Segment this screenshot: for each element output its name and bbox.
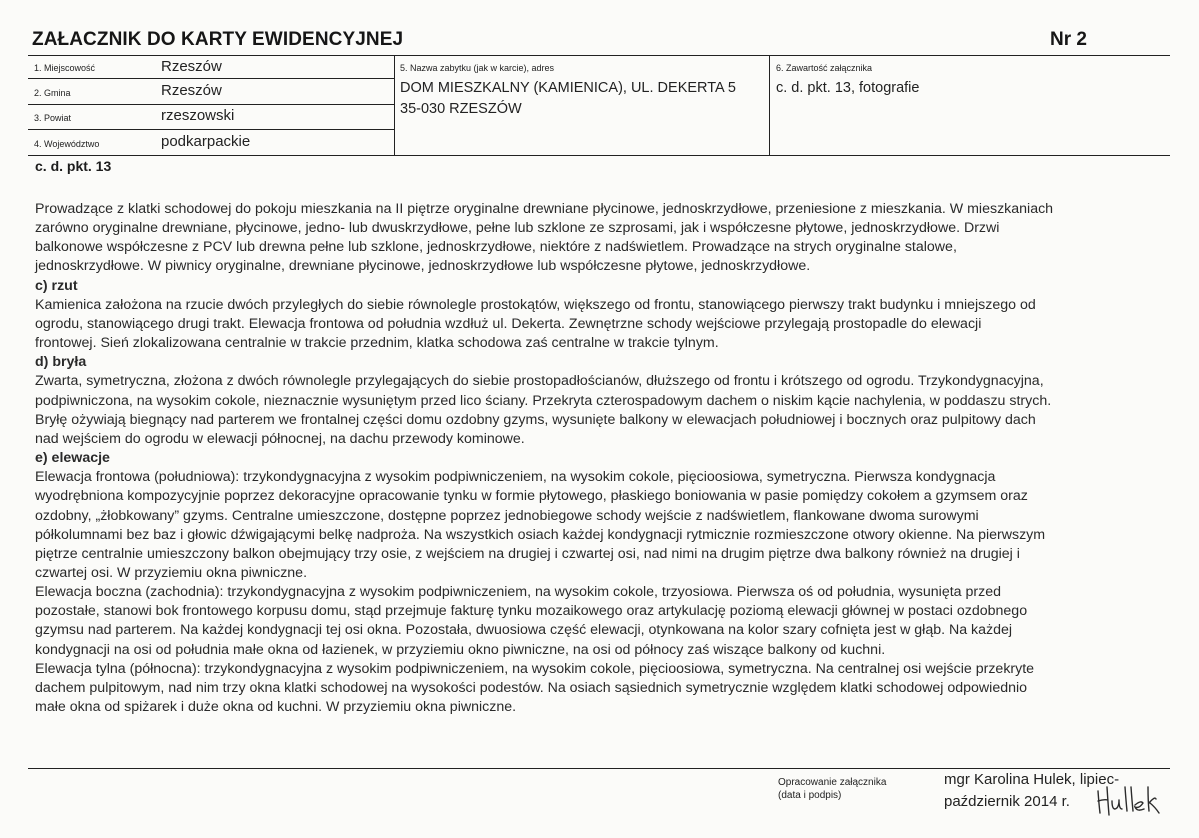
footer-label — [778, 776, 886, 802]
body-line: balkonowe współczesne z PCV lub drewna pełne lub szklone, jednoskrzydłowe, niektóre z nadświetlem. Prowadzące na strych oryginalne stalowe, — [35, 239, 957, 256]
body-line: dachem pulpitowym, nad nim trzy okna klatki schodowej na wysokości podestów. Na osiach sąsiednich symetrycznie względem klatki schodowej odpowiednio — [35, 679, 1028, 696]
nazwa-label: 5. Nazwa zabytku (jak w karcie), adres — [400, 63, 555, 73]
body-line: Elewacja tylna (północna): trzykondygnacyjna z wysokim podpiwniczeniem, na wysokim cokole, pięcioosiowa, symetryczna. Na centralnej osi wejście przekryte — [35, 660, 1035, 677]
subsection-heading: e) elewacje — [35, 450, 110, 467]
author-line1: mgr Karolina Hulek, lipiec- — [944, 771, 1120, 788]
body-line: ogrodu, stanowiącego drugi trakt. Elewacja frontowa od południa wzdłuż ul. Dekerta. Zewnętrzne schody wejściowe przylegają prostopadle do elewacji — [35, 315, 982, 332]
body-line: wyodrębniona kompozycyjnie poprzez dekoracyjne opracowanie tynku w formie płytowego, płaskiego boniowania w pasie pomiędzy cokołem a gzymsem oraz — [35, 488, 1028, 505]
signature — [1095, 783, 1169, 823]
nazwa-line2: 35-030 RZESZÓW — [400, 101, 522, 117]
body-line: frontowej. Sień zlokalizowana centralnie w trakcie przednim, klatka schodowa zaś centralne w trakcie tylnym. — [35, 335, 719, 352]
body-line: Kamienica założona na rzucie dwóch przyległych do siebie równolegle prostokątów, większego od frontu, stanowiącego pierwszy trakt budynku i mniejszego od — [35, 296, 1036, 313]
body-line: Elewacja boczna (zachodnia): trzykondygnacyjna z wysokim podpiwniczeniem, na wysokim cokole, trzyosiowa. Pierwsza oś od południa, wysunięta przed — [35, 584, 1001, 601]
miejscowosc-value: Rzeszów — [161, 58, 222, 75]
body-line: piętrze centralnie umieszczony balkon obejmujący trzy osie, z wejściem na drugiej i czwartej osi, nad nimi na drugim piętrze dwa balkony również na drugiej i — [35, 545, 1020, 562]
body-line: zarówno oryginalne drewniane, płycinowe, jedno- lub dwuskrzydłowe, pełne lub szklone ze szprosami, jak i współczesne płytowe, jednoskrzydłowe. Drzwi — [35, 220, 1000, 237]
wojewodztwo-value: podkarpackie — [161, 133, 251, 150]
info-table — [28, 55, 1170, 155]
footer-label-line1: Opracowanie załącznika — [778, 777, 887, 788]
body-text — [35, 200, 1165, 717]
zawartosc-label: 6. Zawartość załącznika — [776, 63, 873, 73]
body-line: pozostałe, stanowi bok frontowego korpusu domu, stąd przejmuje fakturę tynku mozaikowego oraz artykulację poziomą elewacji głównej w postaci ozdobnego — [35, 603, 1028, 620]
author-line2: październik 2014 r. — [944, 793, 1070, 810]
subsection-heading: d) bryła — [35, 354, 87, 371]
document-title: ZAŁACZNIK DO KARTY EWIDENCYJNEJ — [32, 29, 404, 50]
body-line: Bryłę ożywiają biegnący nad parterem we frontalnej części domu ozdobny gzyms, wysunięte balkony w elewacjach południowej i bocznych oraz pulpitowy dach — [35, 411, 1036, 428]
zawartosc-value: c. d. pkt. 13, fotografie — [776, 80, 920, 96]
body-line: kondygnacji na osi od południa małe okna od łazienek, w przyziemiu okno piwniczne, na osi od północy zaś wiszące balkony od kuchni. — [35, 641, 886, 658]
wojewodztwo-label: 4. Województwo — [34, 139, 100, 149]
gmina-value: Rzeszów — [161, 82, 222, 99]
attachment-number: Nr 2 — [1050, 29, 1087, 50]
section-title: c. d. pkt. 13 — [35, 158, 112, 174]
powiat-label: 3. Powiat — [34, 113, 72, 123]
body-line: czwartej osi. W przyziemiu okna piwniczne. — [35, 564, 308, 581]
body-line: jednoskrzydłowe. W piwnicy oryginalne, drewniane płycinowe, jednoskrzydłowe lub współczesne płytowe, jednoskrzydłowe. — [35, 258, 811, 275]
nazwa-line1: DOM MIESZKALNY (KAMIENICA), UL. DEKERTA 5 — [400, 80, 736, 96]
subsection-heading: c) rzut — [35, 277, 78, 294]
body-line: nad wejściem do ogrodu w elewacji północnej, na dachu przewody kominowe. — [35, 430, 525, 447]
body-line: ozdobny, „żłobkowany” gzyms. Centralne umieszczone, dostępne poprzez jednobiegowe schody wejście z nadświetlem, flankowane dwoma surowymi — [35, 507, 979, 524]
miejscowosc-label: 1. Miejscowość — [34, 63, 96, 73]
body-line: gzymsu nad parterem. Na każdej kondygnacji tej osi okna. Pozostała, dwuosiowa część elewacji, otynkowana na kolor szary cofnięta jest w głąb. Na każdej — [35, 622, 1013, 639]
body-line: Prowadzące z klatki schodowej do pokoju mieszkania na II piętrze oryginalne drewniane płycinowe, jednoskrzydłowe, przeniesione z mieszkania. W mieszkaniach — [35, 201, 1054, 217]
author — [944, 769, 1119, 813]
powiat-value: rzeszowski — [161, 107, 235, 124]
gmina-label: 2. Gmina — [34, 88, 71, 98]
body-line: Elewacja frontowa (południowa): trzykondygnacyjna z wysokim podpiwniczeniem, na wysokim cokole, pięcioosiowa, symetryczna. Pierwsza kondygnacja — [35, 469, 996, 486]
body-line: małe okna od spiżarek i duże okna od kuchni. W przyziemiu okna piwniczne. — [35, 699, 517, 716]
footer-label-line2: (data i podpis) — [778, 790, 842, 801]
body-line: półkolumnami bez baz i głowic dźwigającymi belkę nadproża. Na wszystkich osiach każdej kondygnacji rytmicznie rozmieszczone otwory okienne. Na pierwszym — [35, 526, 1046, 543]
body-line: Zwarta, symetryczna, złożona z dwóch równolegle przylegających do siebie prostopadłościanów, dłuższego od frontu i krótszego od ogrodu. Trzykondygnacyjna, — [35, 373, 1044, 390]
body-line: podpiwniczona, na wysokim cokole, nieznacznie wysuniętym przed lico ściany. Przekryta czterospadowym dachem o niskim kącie nachylenia, w poddaszu strych. — [35, 392, 1052, 409]
